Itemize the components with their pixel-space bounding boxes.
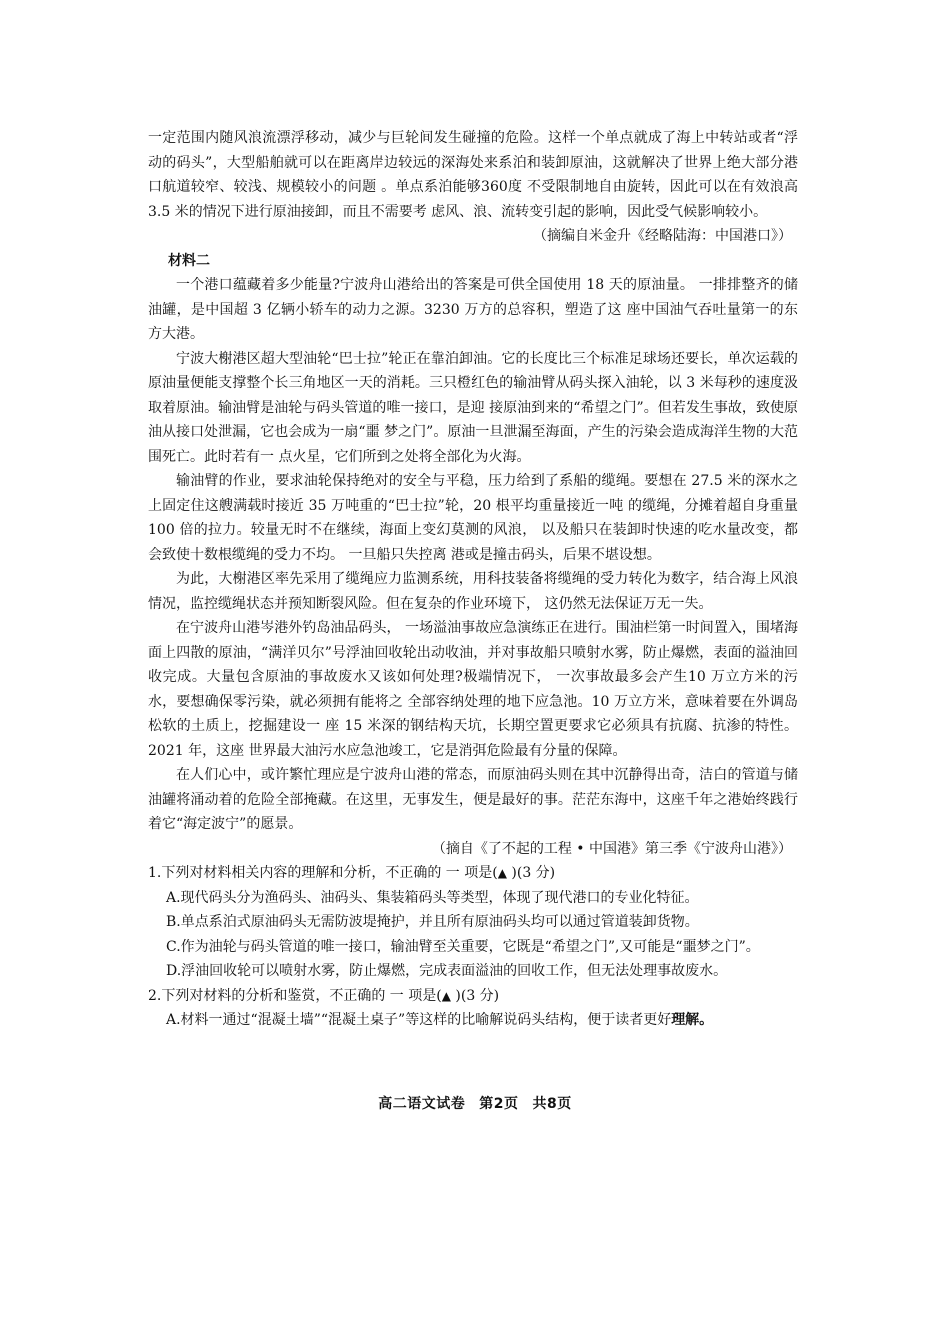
answer-blank-triangle-icon: ▲ [497,866,507,880]
material2-paragraph: 为此，大榭港区率先采用了缆绳应力监测系统，用科技装备将缆绳的受力转化为数字，结合海上风浪情况，监控缆绳状态并预知断裂风险。但在复杂的作业环境下， 这仍然无法保证万无一失。 [148,571,798,612]
footer-exam-title: 高二语文试卷 [378,1096,466,1112]
question-score: )(3 分) [506,865,556,881]
material2-heading: 材料二 [168,252,210,269]
question-1-option-d: D.浮油回收轮可以喷射水雾，防止爆燃，完成表面溢油的回收工作，但无法处理事故废水。 [166,963,728,979]
answer-blank-triangle-icon: ▲ [441,988,451,1003]
material1-source: （摘编自米金升《经略陆海：中国港口》） [533,228,792,244]
option-bold-tail: 理解。 [671,1012,714,1028]
material2-paragraph: 在人们心中，或许繁忙理应是宁波舟山港的常态，而原油码头则在其中沉静得出奇，洁白的管道与储油罐将涌动着的危险全部掩藏。在这里，无事发生，便是最好的事。茫茫东海中，这座千年之港始终践行着它“海定波宁”的愿景。 [148,767,798,832]
footer-page-number: 第2页 [479,1096,519,1112]
question-score: )(3 分) [450,987,500,1004]
material2-paragraph: 一个港口蕴藏着多少能量?宁波舟山港给出的答案是可供全国使用 18 天的原油量。 一排排整齐的储油罐，是中国超 3 亿辆小轿车的动力之源。3230 万方的总容积，塑造了这 座中国油气吞吐量第一的东方大港。 [148,277,798,342]
question-1-option-c: C.作为油轮与码头管道的唯一接口，输油臂至关重要，它既是“希望之门”,又可能是“噩梦之门”。 [166,938,760,955]
material2-paragraph: 在宁波舟山港岑港外钓岛油品码头， 一场溢油事故应急演练正在进行。围油栏第一时间置入，围堵海面上四散的原油，“满洋贝尔”号浮油回收轮出动收油，并对事故船只喷射水雾，防止爆燃，表面的溢油回收完成。大量包含原油的事故废水又该如何处理?极端情况下， 一次事故最多会产生10 万立方米的污水，要想确保零污染，就必须拥有能将之 全部容纳处理的地下应急池。10 万立方米，意味着要在外调岛松软的土质上，挖掘建设一 座 15 米深的钢结构天坑，长期空置更要求它必须具有抗腐、抗渗的特性。2021 年，这座 世界最大油污水应急池竣工，它是消弭危险最有分量的保障。 [148,620,798,759]
material2-source: （摘自《了不起的工程 • 中国港》第三季《宁波舟山港》） [431,840,792,857]
material2-paragraph: 输油臂的作业，要求油轮保持绝对的安全与平稳，压力给到了系船的缆绳。要想在 27.5 米的深水之上固定住这艘满载时接近 35 万吨重的“巴士拉”轮，20 根平均重量接近一吨 的缆绳，分摊着超自身重量 100 倍的拉力。较量无时不在继续，海面上变幻莫测的风浪， 以及船只在装卸时快速的吃水量改变，都会致使十数根缆绳的受力不均。 一旦船只失控离 港或是撞击码头，后果不堪设想。 [148,473,798,563]
footer-total-pages: 共8页 [532,1096,572,1112]
page-footer [0,1093,950,1113]
material1-tail-paragraph: 一定范围内随风浪流漂浮移动，减少与巨轮间发生碰撞的危险。这样一个单点就成了海上中转站或者“浮动的码头”，大型船舶就可以在距离岸边较远的深海处来系泊和装卸原油，这就解决了世界上绝大部分港口航道较窄、较浅、规模较小的问题 。单点系泊能够360度 不受限制地自由旋转，因此可以在有效浪高 3.5 米的情况下进行原油接卸，而且不需要考 虑风、浪、流转变引起的影响，因此受气候影响较小。 [148,130,798,220]
exam-page-body [148,126,798,1033]
question-stem-text: 2.下列对材料的分析和鉴赏，不正确的 一 项是( [148,987,442,1004]
question-1-stem [148,861,798,886]
material2-paragraph: 宁波大榭港区超大型油轮“巴士拉”轮正在靠泊卸油。它的长度比三个标准足球场还要长，单次运载的原油量便能支撑整个长三角地区一天的消耗。三只橙红色的输油臂从码头探入油轮，以 3 米每秒的速度汲取着原油。输油臂是油轮与码头管道的唯一接口，是迎 接原油到来的“希望之门”。但若发生事故，致使原油从接口处泄漏，它也会成为一扇“噩 梦之门”。原油一旦泄漏至海面，产生的污染会造成海洋生物的大范围死亡。此时若有一 点火星，它们所到之处将全部化为火海。 [148,350,798,465]
question-2-option-a [148,1008,798,1033]
question-1-option-b: B.单点系泊式原油码头无需防波堤掩护，并且所有原油码头均可以通过管道装卸货物。 [166,914,699,930]
question-2-stem [148,984,798,1009]
question-1-option-a: A.现代码头分为渔码头、油码头、集装箱码头等类型，体现了现代港口的专业化特征。 [166,889,699,906]
question-stem-text: 1.下列对材料相关内容的理解和分析，不正确的 一 项是( [148,865,498,881]
option-text: A.材料一通过“混凝土墙”“混凝土桌子”等这样的比喻解说码头结构，便于读者更好 [166,1012,672,1028]
